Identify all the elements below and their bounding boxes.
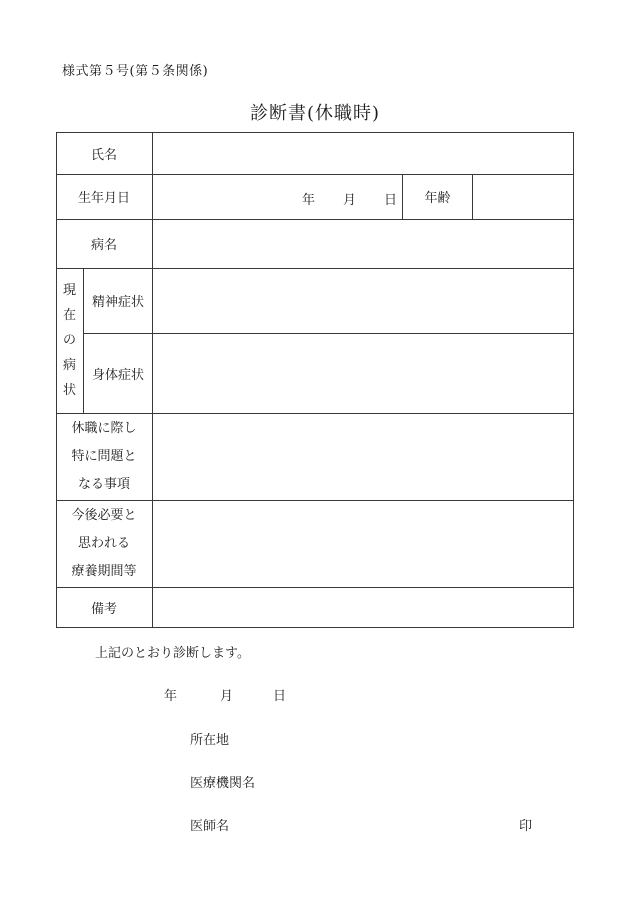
doctor-name-label: 医師名 bbox=[190, 819, 230, 834]
leave-issues-field[interactable] bbox=[153, 414, 573, 500]
seal-label: 印 bbox=[519, 819, 533, 834]
birthdate-year-label: 年 bbox=[302, 193, 316, 208]
disease-field[interactable] bbox=[153, 220, 573, 268]
form-number: 様式第５号(第５条関係) bbox=[62, 64, 209, 79]
certificate-table bbox=[56, 132, 574, 628]
condition-char: 在 bbox=[62, 308, 76, 323]
condition-char: の bbox=[62, 333, 76, 348]
document-title: 診断書(休職時) bbox=[249, 103, 381, 124]
name-label: 氏名 bbox=[90, 148, 117, 163]
current-condition-label bbox=[56, 268, 83, 413]
remarks-label: 備考 bbox=[90, 601, 117, 617]
leave-issues-label bbox=[56, 413, 152, 500]
date-day-label: 日 bbox=[273, 689, 287, 704]
age-label: 年齢 bbox=[424, 191, 451, 206]
condition-char: 現 bbox=[62, 283, 76, 298]
future-care-label bbox=[56, 500, 152, 587]
physical-symptoms-field[interactable] bbox=[153, 334, 573, 413]
institution-label: 医療機関名 bbox=[190, 776, 256, 791]
date-year-label: 年 bbox=[164, 689, 178, 704]
disease-label: 病名 bbox=[90, 238, 117, 253]
birthdate-month-label: 月 bbox=[343, 193, 357, 208]
date-month-label: 月 bbox=[220, 689, 234, 704]
future-care-line: 思われる bbox=[77, 535, 130, 551]
diagnosis-statement: 上記のとおり診断します。 bbox=[95, 646, 250, 661]
birthdate-label: 生年月日 bbox=[77, 191, 130, 206]
leave-issues-line: なる事項 bbox=[77, 476, 130, 492]
table-border-right bbox=[573, 132, 574, 628]
condition-char: 状 bbox=[62, 383, 76, 398]
leave-issues-line: 休職に際し bbox=[71, 420, 137, 436]
future-care-line: 療養期間等 bbox=[71, 563, 137, 579]
physical-symptoms-label: 身体症状 bbox=[91, 367, 144, 383]
name-field[interactable] bbox=[153, 133, 573, 174]
mental-symptoms-label: 精神症状 bbox=[91, 295, 144, 310]
address-label: 所在地 bbox=[190, 733, 230, 748]
future-care-line: 今後必要と bbox=[71, 507, 137, 523]
birthdate-field[interactable] bbox=[153, 175, 402, 219]
age-field[interactable] bbox=[473, 175, 573, 219]
condition-char: 病 bbox=[62, 358, 76, 373]
remarks-field[interactable] bbox=[153, 588, 573, 627]
table-border-bottom bbox=[56, 627, 574, 628]
leave-issues-line: 特に問題と bbox=[71, 448, 137, 464]
future-care-field[interactable] bbox=[153, 501, 573, 587]
birthdate-day-label: 日 bbox=[384, 193, 398, 208]
mental-symptoms-field[interactable] bbox=[153, 269, 573, 333]
